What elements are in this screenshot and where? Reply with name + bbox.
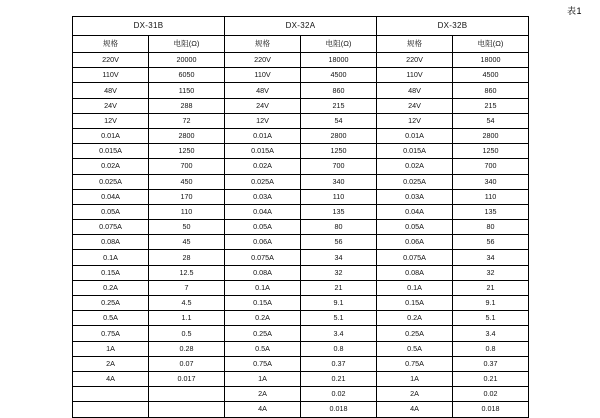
table-cell: 0.075A	[73, 220, 149, 235]
table-cell: 0.015A	[377, 144, 453, 159]
table-row	[73, 250, 529, 265]
table-cell: 32	[301, 265, 377, 280]
table-cell: 45	[149, 235, 225, 250]
table-cell: 20000	[149, 53, 225, 68]
table-cell: 700	[149, 159, 225, 174]
table-cell: 0.02A	[73, 159, 149, 174]
table-cell: 0.21	[301, 371, 377, 386]
table-cell: 0.25A	[225, 326, 301, 341]
table-cell: 2A	[377, 387, 453, 402]
table-cell: 0.06A	[377, 235, 453, 250]
table-cell: 1250	[301, 144, 377, 159]
table-cell: 110	[301, 189, 377, 204]
table-cell: 2A	[73, 356, 149, 371]
table-row	[73, 371, 529, 386]
table-cell: 0.5A	[73, 311, 149, 326]
table-cell: 0.01A	[73, 128, 149, 143]
table-cell: 0.2A	[225, 311, 301, 326]
table-cell: 700	[453, 159, 529, 174]
table-cell: 0.75A	[377, 356, 453, 371]
table-cell: 2800	[453, 128, 529, 143]
table-cell: 700	[301, 159, 377, 174]
table-cell: 220V	[377, 53, 453, 68]
table-cell: 0.025A	[73, 174, 149, 189]
table-cell: 4500	[453, 68, 529, 83]
column-header-spec-2: 规格	[225, 36, 301, 53]
table-cell: 4A	[225, 402, 301, 417]
column-header-resistance-3: 电阻(Ω)	[453, 36, 529, 53]
table-cell: 80	[453, 220, 529, 235]
table-cell: 80	[301, 220, 377, 235]
table-subheader-row	[73, 36, 529, 53]
column-header-resistance-1: 电阻(Ω)	[149, 36, 225, 53]
table-cell: 6050	[149, 68, 225, 83]
table-row	[73, 402, 529, 417]
table-cell: 0.2A	[73, 280, 149, 295]
table-cell: 0.8	[453, 341, 529, 356]
table-cell: 7	[149, 280, 225, 295]
table-cell: 21	[453, 280, 529, 295]
table-cell: 18000	[301, 53, 377, 68]
table-cell: 220V	[73, 53, 149, 68]
table-group-header-row	[73, 17, 529, 36]
table-row	[73, 341, 529, 356]
table-cell: 0.37	[453, 356, 529, 371]
table-row	[73, 113, 529, 128]
table-cell: 21	[301, 280, 377, 295]
table-row	[73, 204, 529, 219]
group-header-dx32a: DX-32A	[225, 17, 377, 36]
table-cell: 340	[453, 174, 529, 189]
table-cell: 0.04A	[377, 204, 453, 219]
table-cell: 48V	[225, 83, 301, 98]
table-body	[73, 53, 529, 418]
table-cell: 0.28	[149, 341, 225, 356]
table-cell: 0.15A	[225, 296, 301, 311]
table-cell: 0.25A	[377, 326, 453, 341]
table-cell: 0.06A	[225, 235, 301, 250]
table-cell: 0.07	[149, 356, 225, 371]
table-cell: 0.75A	[225, 356, 301, 371]
table-cell: 0.75A	[73, 326, 149, 341]
table-cell: 0.02	[453, 387, 529, 402]
table-cell: 340	[301, 174, 377, 189]
table-cell: 110	[453, 189, 529, 204]
table-cell: 2800	[149, 128, 225, 143]
table-cell: 2800	[301, 128, 377, 143]
spec-table-container	[72, 16, 528, 418]
table-cell: 450	[149, 174, 225, 189]
table-cell: 860	[301, 83, 377, 98]
table-row	[73, 53, 529, 68]
table-cell: 1A	[225, 371, 301, 386]
table-row	[73, 265, 529, 280]
table-cell: 0.04A	[73, 189, 149, 204]
table-cell: 135	[301, 204, 377, 219]
table-cell: 860	[453, 83, 529, 98]
table-cell: 170	[149, 189, 225, 204]
table-cell: 0.8	[301, 341, 377, 356]
table-cell: 12.5	[149, 265, 225, 280]
table-cell: 0.075A	[377, 250, 453, 265]
table-row	[73, 235, 529, 250]
table-cell: 12V	[377, 113, 453, 128]
table-cell: 110V	[73, 68, 149, 83]
table-cell: 1A	[73, 341, 149, 356]
table-row	[73, 326, 529, 341]
table-cell: 56	[453, 235, 529, 250]
table-cell: 5.1	[301, 311, 377, 326]
table-cell: 0.01A	[377, 128, 453, 143]
table-cell: 0.01A	[225, 128, 301, 143]
table-cell: 0.21	[453, 371, 529, 386]
table-cell: 48V	[73, 83, 149, 98]
table-cell: 12V	[73, 113, 149, 128]
table-row	[73, 83, 529, 98]
table-cell: 4500	[301, 68, 377, 83]
table-cell: 0.1A	[377, 280, 453, 295]
resistance-spec-table	[72, 16, 529, 418]
table-cell: 2A	[225, 387, 301, 402]
table-cell: 0.1A	[225, 280, 301, 295]
table-row	[73, 189, 529, 204]
table-row	[73, 98, 529, 113]
table-cell: 0.05A	[225, 220, 301, 235]
table-cell: 24V	[73, 98, 149, 113]
table-cell: 0.017	[149, 371, 225, 386]
table-cell: 1A	[377, 371, 453, 386]
table-cell: 56	[301, 235, 377, 250]
table-cell: 0.018	[453, 402, 529, 417]
table-cell: 0.02	[301, 387, 377, 402]
table-cell: 50	[149, 220, 225, 235]
table-cell: 0.02A	[377, 159, 453, 174]
table-cell: 110V	[225, 68, 301, 83]
table-cell: 110V	[377, 68, 453, 83]
table-head	[73, 17, 529, 53]
table-cell: 1150	[149, 83, 225, 98]
table-cell: 0.1A	[73, 250, 149, 265]
table-cell: 1250	[453, 144, 529, 159]
table-cell: 0.5A	[225, 341, 301, 356]
table-row	[73, 144, 529, 159]
table-cell: 4.5	[149, 296, 225, 311]
table-row	[73, 296, 529, 311]
table-row	[73, 280, 529, 295]
table-cell: 4A	[73, 371, 149, 386]
table-cell: 288	[149, 98, 225, 113]
table-row	[73, 220, 529, 235]
table-cell: 220V	[225, 53, 301, 68]
table-cell: 72	[149, 113, 225, 128]
table-cell: 3.4	[453, 326, 529, 341]
table-cell: 0.015A	[73, 144, 149, 159]
table-cell: 1250	[149, 144, 225, 159]
table-cell: 0.5	[149, 326, 225, 341]
table-cell: 0.08A	[377, 265, 453, 280]
table-cell: 0.5A	[377, 341, 453, 356]
table-row	[73, 128, 529, 143]
table-cell: 12V	[225, 113, 301, 128]
table-cell	[73, 402, 149, 417]
table-cell: 0.03A	[377, 189, 453, 204]
table-cell: 54	[453, 113, 529, 128]
table-cell: 48V	[377, 83, 453, 98]
group-header-dx32b: DX-32B	[377, 17, 529, 36]
table-cell: 0.025A	[225, 174, 301, 189]
table-cell: 34	[301, 250, 377, 265]
table-cell: 0.018	[301, 402, 377, 417]
table-cell: 0.15A	[73, 265, 149, 280]
group-header-dx31b: DX-31B	[73, 17, 225, 36]
table-cell: 18000	[453, 53, 529, 68]
table-cell: 0.025A	[377, 174, 453, 189]
table-row	[73, 159, 529, 174]
table-cell: 34	[453, 250, 529, 265]
table-cell: 110	[149, 204, 225, 219]
table-cell: 32	[453, 265, 529, 280]
table-cell: 54	[301, 113, 377, 128]
table-cell: 24V	[225, 98, 301, 113]
column-header-spec-3: 规格	[377, 36, 453, 53]
table-cell	[149, 402, 225, 417]
table-cell: 0.02A	[225, 159, 301, 174]
table-cell: 9.1	[301, 296, 377, 311]
table-cell: 0.015A	[225, 144, 301, 159]
table-cell: 1.1	[149, 311, 225, 326]
table-cell: 0.2A	[377, 311, 453, 326]
table-cell: 215	[453, 98, 529, 113]
table-row	[73, 311, 529, 326]
table-row	[73, 68, 529, 83]
table-cell: 0.05A	[73, 204, 149, 219]
table-cell: 0.04A	[225, 204, 301, 219]
table-cell: 24V	[377, 98, 453, 113]
table-cell: 0.37	[301, 356, 377, 371]
table-row	[73, 174, 529, 189]
table-cell: 0.08A	[225, 265, 301, 280]
table-cell: 0.05A	[377, 220, 453, 235]
table-cell: 0.08A	[73, 235, 149, 250]
table-cell: 135	[453, 204, 529, 219]
table-cell: 5.1	[453, 311, 529, 326]
column-header-resistance-2: 电阻(Ω)	[301, 36, 377, 53]
table-cell: 4A	[377, 402, 453, 417]
table-cell: 0.15A	[377, 296, 453, 311]
table-cell: 0.075A	[225, 250, 301, 265]
table-cell: 215	[301, 98, 377, 113]
table-cell: 3.4	[301, 326, 377, 341]
table-row	[73, 356, 529, 371]
column-header-spec-1: 规格	[73, 36, 149, 53]
table-cell: 9.1	[453, 296, 529, 311]
table-cell: 0.03A	[225, 189, 301, 204]
table-caption: 表1	[566, 6, 582, 16]
table-cell: 28	[149, 250, 225, 265]
table-cell: 0.25A	[73, 296, 149, 311]
